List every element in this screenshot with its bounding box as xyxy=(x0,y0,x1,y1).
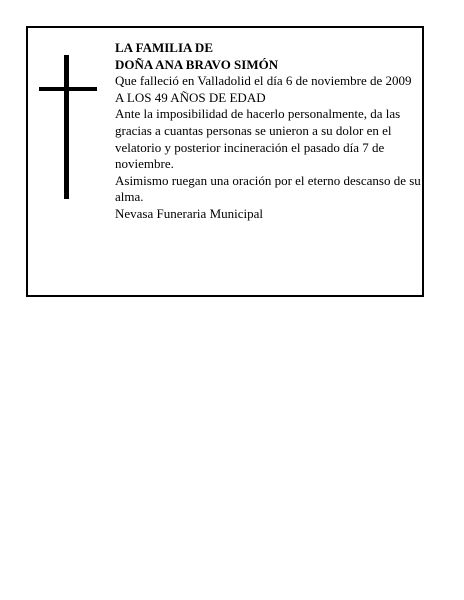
deceased-name: DOÑA ANA BRAVO SIMÓN xyxy=(115,56,279,72)
funeral-home: Nevasa Funeraria Municipal xyxy=(115,205,264,221)
cross-icon xyxy=(39,55,99,199)
prayer-paragraph: Asimismo ruegan una oración por el eterno descanso de su alma. xyxy=(115,172,421,205)
thanks-paragraph: Ante la imposibilidad de hacerlo personalmente, da las gracias a cuantas personas se unieron a su dolor en el velatorio y posterior incineración el pasado día 7 de noviembre. xyxy=(115,106,401,172)
death-date-line: Que falleció en Valladolid el día 6 de noviembre de 2009 xyxy=(115,73,412,89)
family-line: LA FAMILIA DE xyxy=(115,40,213,55)
notice-text xyxy=(115,40,421,223)
cross-horizontal-bar xyxy=(39,87,97,91)
obituary-notice xyxy=(26,26,424,297)
age-line: A LOS 49 AÑOS DE EDAD xyxy=(115,89,266,105)
cross-vertical-bar xyxy=(64,55,69,199)
